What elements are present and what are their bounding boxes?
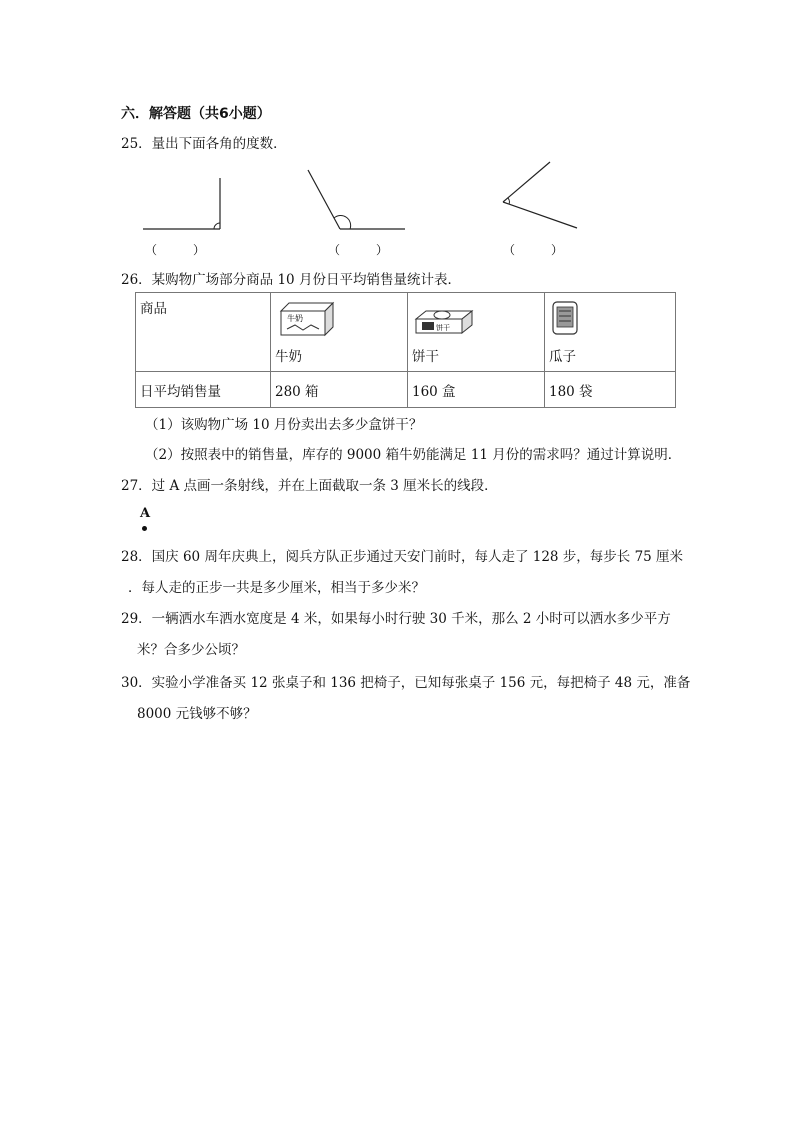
- question-29-line-2: 米？合多少公顷？: [137, 642, 245, 658]
- product-cell-biscuit: [408, 293, 545, 372]
- question-28-line-1: 28．国庆 60 周年庆典上，阅兵方队正步通过天安门前时，每人走了 128 步，每步长 75 厘米: [121, 549, 684, 565]
- question-28-line-2: ．每人走的正步一共是多少厘米，相当于多少米？: [128, 580, 425, 596]
- biscuit-box-label: 饼干: [436, 324, 450, 332]
- answer-blank-1: （ ）: [145, 243, 206, 257]
- answer-blank-3: （ ）: [503, 243, 564, 257]
- question-26: 26．某购物广场部分商品 10 月份日平均销售量统计表．: [121, 272, 461, 288]
- question-30-line-2: 8000 元钱够不够？: [137, 706, 257, 722]
- product-name-biscuit: 饼干: [412, 349, 439, 365]
- row-label: 日平均销售量: [140, 383, 221, 400]
- product-name-milk: 牛奶: [275, 349, 302, 365]
- value-biscuit: 160 盒: [412, 383, 456, 400]
- question-26-part-2: （2）按照表中的销售量，库存的 9000 箱牛奶能满足 11 月份的需求吗？通过计算说明．: [145, 447, 682, 463]
- angle-2: [308, 170, 405, 229]
- header-label: 商品: [140, 301, 167, 317]
- angle-3: [503, 162, 577, 228]
- biscuit-box-icon: [412, 299, 474, 337]
- row-label-cell: [136, 372, 271, 408]
- value-cell-seeds: [545, 372, 676, 408]
- question-29-line-1: 29．一辆洒水车洒水宽度是 4 米，如果每小时行驶 30 千米，那么 2 小时可以洒水多少平方: [121, 611, 671, 627]
- question-30-line-1: 30．实验小学准备买 12 张桌子和 136 把椅子，已知每张桌子 156 元，每把椅子 48 元，准备: [121, 675, 691, 691]
- value-cell-milk: [271, 372, 408, 408]
- question-27: 27．过 A 点画一条射线，并在上面截取一条 3 厘米长的线段．: [121, 478, 498, 494]
- question-26-part-1: （1）该购物广场 10 月份卖出去多少盒饼干？: [145, 417, 423, 433]
- section-title: 六．解答题（共6小题）: [121, 106, 271, 122]
- table-row: [136, 372, 676, 408]
- product-cell-milk: [271, 293, 408, 372]
- product-name-seeds: 瓜子: [549, 349, 576, 365]
- angle-1: [143, 178, 220, 229]
- value-cell-biscuit: [408, 372, 545, 408]
- seed-bag-icon: [549, 299, 611, 337]
- milk-box-icon: [275, 299, 337, 337]
- value-seeds: 180 袋: [549, 383, 593, 400]
- question-25: 25．量出下面各角的度数．: [121, 136, 287, 152]
- value-milk: 280 箱: [275, 383, 319, 400]
- table-row: [136, 293, 676, 372]
- milk-box-label: 牛奶: [287, 314, 303, 323]
- answer-blank-2: （ ）: [328, 243, 389, 257]
- header-label-cell: [136, 293, 271, 372]
- point-a-label: A: [140, 506, 151, 521]
- point-a-dot: [142, 526, 147, 531]
- sales-table: [135, 292, 676, 408]
- angle-figures: [140, 158, 580, 258]
- product-cell-seeds: [545, 293, 676, 372]
